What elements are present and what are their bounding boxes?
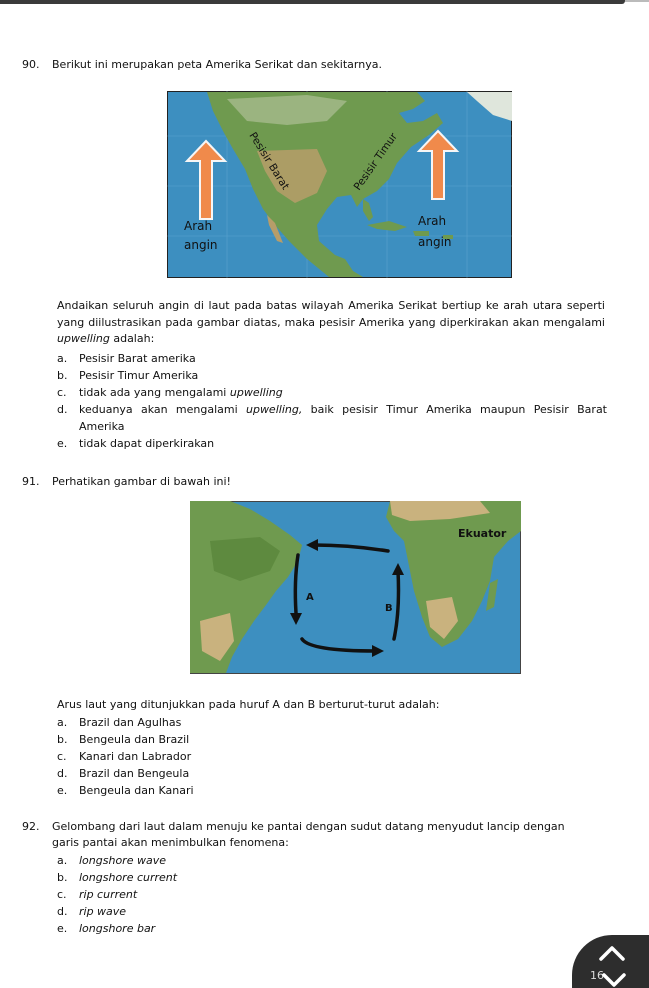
option-letter: a. xyxy=(57,352,68,365)
option-text: longshore wave xyxy=(79,854,166,867)
q90-prompt xyxy=(22,57,612,73)
q90-option-d[interactable] xyxy=(57,401,607,435)
option-letter: c. xyxy=(57,888,67,901)
q91-option-e[interactable] xyxy=(57,782,607,799)
option-letter: b. xyxy=(57,733,68,746)
wind-label-right-1: Arah xyxy=(418,214,447,228)
q90-question-em: upwelling xyxy=(57,332,110,345)
q92-options xyxy=(57,852,607,937)
option-letter: c. xyxy=(57,386,67,399)
option-letter: d. xyxy=(57,767,68,780)
current-label-a: A xyxy=(306,592,314,603)
option-text: longshore current xyxy=(79,871,178,884)
option-letter: e. xyxy=(57,922,68,935)
option-letter: b. xyxy=(57,369,68,382)
east-coast-label: Pesisir Timur xyxy=(351,130,400,193)
option-text: longshore bar xyxy=(79,922,156,935)
option-text: Brazil dan Agulhas xyxy=(79,716,182,729)
q90-number: 90. xyxy=(22,58,40,71)
q90-question-post: adalah: xyxy=(109,332,155,345)
q91-question: Arus laut yang ditunjukkan pada huruf A dan B berturut-turut adalah: xyxy=(57,698,440,711)
top-progress-bar xyxy=(0,0,625,4)
option-letter: e. xyxy=(57,437,68,450)
option-text: Pesisir Barat amerika xyxy=(79,352,196,365)
wind-label-left-2: angin xyxy=(184,238,218,252)
q91-option-d[interactable] xyxy=(57,765,607,782)
q90-option-c[interactable] xyxy=(57,384,607,401)
current-label-b: B xyxy=(385,603,393,614)
option-text-em: upwelling xyxy=(229,386,283,399)
q90-option-b[interactable] xyxy=(57,367,607,384)
q91-option-b[interactable] xyxy=(57,731,607,748)
option-letter: d. xyxy=(57,403,68,416)
q90-prompt-text: Berikut ini merupakan peta Amerika Serikat dan sekitarnya. xyxy=(52,58,382,71)
option-letter: e. xyxy=(57,784,68,797)
q90-option-a[interactable] xyxy=(57,350,607,367)
chevron-up-icon[interactable] xyxy=(597,944,627,962)
chevron-down-icon[interactable] xyxy=(601,972,627,988)
q92-option-b[interactable] xyxy=(57,869,607,886)
q91-option-c[interactable] xyxy=(57,748,607,765)
option-letter: a. xyxy=(57,854,68,867)
option-text-post: baik pesisir Timur Amerika maupun Pesisir Barat Amerika xyxy=(79,403,607,433)
q90-option-e[interactable] xyxy=(57,435,607,452)
q92-number: 92. xyxy=(22,820,40,833)
wind-label-right-2: angin xyxy=(418,235,452,249)
q91-number: 91. xyxy=(22,475,40,488)
option-text: Bengeula dan Brazil xyxy=(79,733,190,746)
q92-prompt xyxy=(22,819,612,851)
q92-option-e[interactable] xyxy=(57,920,607,937)
q90-question xyxy=(57,298,605,348)
option-text: rip current xyxy=(79,888,138,901)
wind-label-left-1: Arah xyxy=(184,219,213,233)
option-letter: b. xyxy=(57,871,68,884)
q91-prompt xyxy=(22,474,612,490)
option-text: rip wave xyxy=(79,905,127,918)
page-number: 16 xyxy=(590,969,604,982)
option-text: keduanya akan mengalami xyxy=(79,403,246,416)
atlantic-currents-map xyxy=(190,501,521,674)
top-progress-track xyxy=(625,0,649,2)
option-text: tidak ada yang mengalami xyxy=(79,386,230,399)
option-text: Brazil dan Bengeula xyxy=(79,767,190,780)
usa-wind-map xyxy=(167,91,512,278)
option-text: Kanari dan Labrador xyxy=(79,750,192,763)
option-letter: d. xyxy=(57,905,68,918)
equator-label: Ekuator xyxy=(458,527,507,540)
q91-option-a[interactable] xyxy=(57,714,607,731)
q92-option-c[interactable] xyxy=(57,886,607,903)
q90-question-pre: Andaikan seluruh angin di laut pada batas wilayah Amerika Serikat bertiup ke arah utara seperti yang diilustrasikan pada gambar diatas, maka pesisir Amerika yang diperkirakan akan mengalami xyxy=(57,299,605,329)
q92-prompt-text: Gelombang dari laut dalam menuju ke pantai dengan sudut datang menyudut lancip dengan garis pantai akan menimbulkan fenomena: xyxy=(52,820,565,849)
q91-options xyxy=(57,714,607,799)
option-text: tidak dapat diperkirakan xyxy=(79,437,215,450)
q90-options xyxy=(57,350,607,452)
option-letter: a. xyxy=(57,716,68,729)
west-coast-label: Pesisir Barat xyxy=(246,130,292,193)
q92-option-d[interactable] xyxy=(57,903,607,920)
option-text: Pesisir Timur Amerika xyxy=(79,369,199,382)
q92-option-a[interactable] xyxy=(57,852,607,869)
option-letter: c. xyxy=(57,750,67,763)
option-text: Bengeula dan Kanari xyxy=(79,784,194,797)
q91-prompt-text: Perhatikan gambar di bawah ini! xyxy=(52,475,231,488)
option-text-em: upwelling, xyxy=(245,403,303,416)
